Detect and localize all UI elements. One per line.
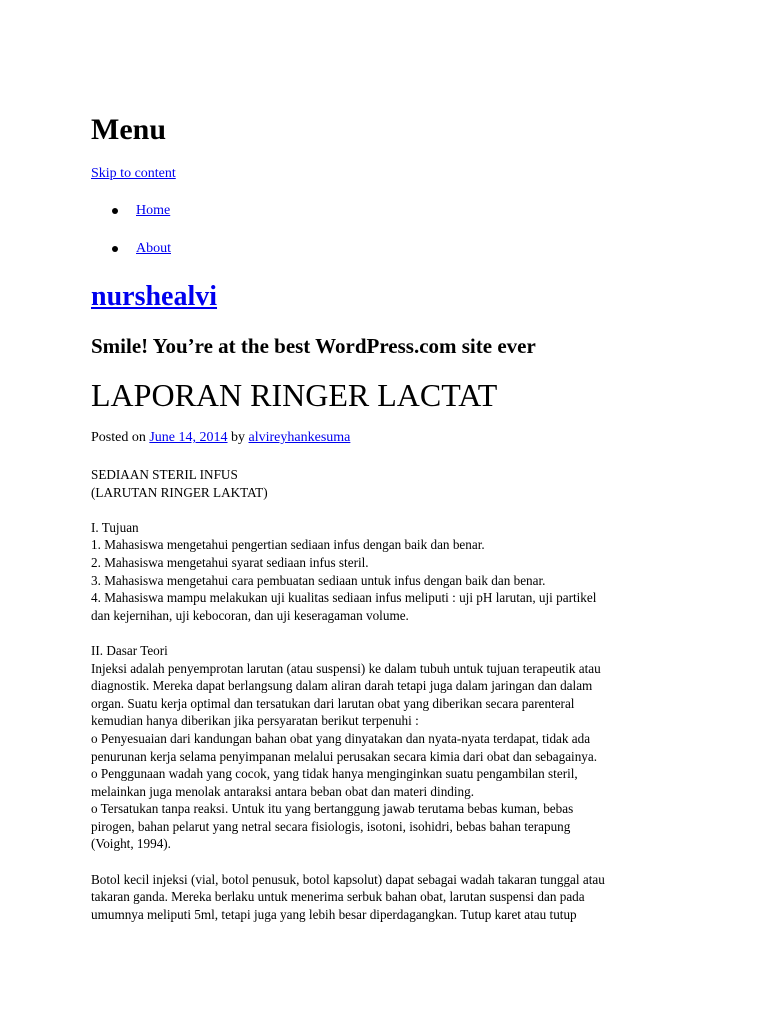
main-navigation — [91, 202, 171, 278]
text-line: melainkan juga menolak antaraksi antara beban obat dan materi dinding. — [91, 783, 475, 799]
post-author-link[interactable]: alvireyhankesuma — [248, 430, 351, 445]
post-date-link[interactable]: June 14, 2014 — [149, 430, 228, 445]
paragraph-heading — [91, 466, 681, 501]
text-line: dan kejernihan, uji kebocoran, dan uji keseragaman volume. — [91, 607, 409, 623]
text-line: organ. Suatu kerja optimal dan tersatukan dari larutan obat yang diberikan secara parenteral — [91, 695, 575, 711]
text-line: penurunan kerja selama penyimpanan melalui perusakan secara kimia dari obat dan sebagainya. — [91, 748, 598, 764]
text-line: o Penggunaan wadah yang cocok, yang tidak hanya menginginkan suatu pengambilan steril, — [91, 766, 578, 782]
nav-item-about — [91, 240, 171, 258]
text-line: umumnya meliputi 5ml, tetapi juga yang lebih besar diperdagangkan. Tutup karet atau tutup — [91, 906, 577, 922]
text-line: 3. Mahasiswa mengetahui cara pembuatan sediaan untuk infus dengan baik dan benar. — [91, 572, 546, 588]
site-title-link[interactable]: nurshealvi — [91, 281, 218, 312]
text-line: pirogen, bahan pelarut yang netral secara fisiologis, isotoni, isohidri, bebas bahan terapung — [91, 818, 571, 834]
skip-to-content-link[interactable]: Skip to content — [91, 166, 176, 181]
text-line: SEDIAAN STERIL INFUS — [91, 467, 238, 482]
post-title: LAPORAN RINGER LACTAT — [91, 377, 498, 413]
text-line: o Tersatukan tanpa reaksi. Untuk itu yang bertanggung jawab terutama bebas kuman, bebas — [91, 801, 574, 817]
nav-item-home — [91, 202, 171, 220]
text-line: (LARUTAN RINGER LAKTAT) — [91, 484, 268, 500]
site-tagline: Smile! You’re at the best WordPress.com site ever — [91, 334, 536, 358]
text-line: (Voight, 1994). — [91, 836, 171, 852]
text-line: II. Dasar Teori — [91, 642, 168, 658]
text-line: I. Tujuan — [91, 519, 139, 535]
nav-link-about[interactable]: About — [136, 241, 171, 256]
bullet-icon — [112, 246, 118, 252]
paragraph-botol — [91, 871, 681, 924]
post-content — [91, 466, 681, 941]
text-line: Injeksi adalah penyemprotan larutan (atau suspensi) ke dalam tubuh untuk tujuan terapeutik atau — [91, 660, 601, 676]
paragraph-tujuan — [91, 519, 681, 625]
site-title — [91, 279, 217, 315]
posted-on-label: Posted on — [91, 430, 146, 445]
text-line: 4. Mahasiswa mampu melakukan uji kualitas sediaan infus meliputi : uji pH larutan, uji partikel — [91, 590, 597, 606]
text-line: Botol kecil injeksi (vial, botol penusuk, botol kapsolut) dapat sebagai wadah takaran tunggal atau — [91, 871, 605, 887]
text-line: diagnostik. Mereka dapat berlangsung dalam aliran darah tetapi juga dalam jaringan dan dalam — [91, 678, 593, 694]
paragraph-dasar-teori — [91, 642, 681, 853]
by-label: by — [231, 430, 246, 445]
text-line: 1. Mahasiswa mengetahui pengertian sediaan infus dengan baik dan benar. — [91, 537, 485, 553]
text-line: o Penyesuaian dari kandungan bahan obat yang dinyatakan dan nyata-nyata terdapat, tidak ada — [91, 730, 591, 746]
nav-link-home[interactable]: Home — [136, 203, 171, 218]
menu-heading: Menu — [91, 113, 166, 146]
bullet-icon — [112, 208, 118, 214]
post-meta — [91, 429, 350, 447]
text-line: takaran ganda. Mereka berlaku untuk menerima serbuk bahan obat, larutan suspensi dan pada — [91, 889, 585, 905]
text-line: kemudian hanya diberikan jika persyaratan berikut terpenuhi : — [91, 713, 419, 729]
text-line: 2. Mahasiswa mengetahui syarat sediaan infus steril. — [91, 554, 369, 570]
